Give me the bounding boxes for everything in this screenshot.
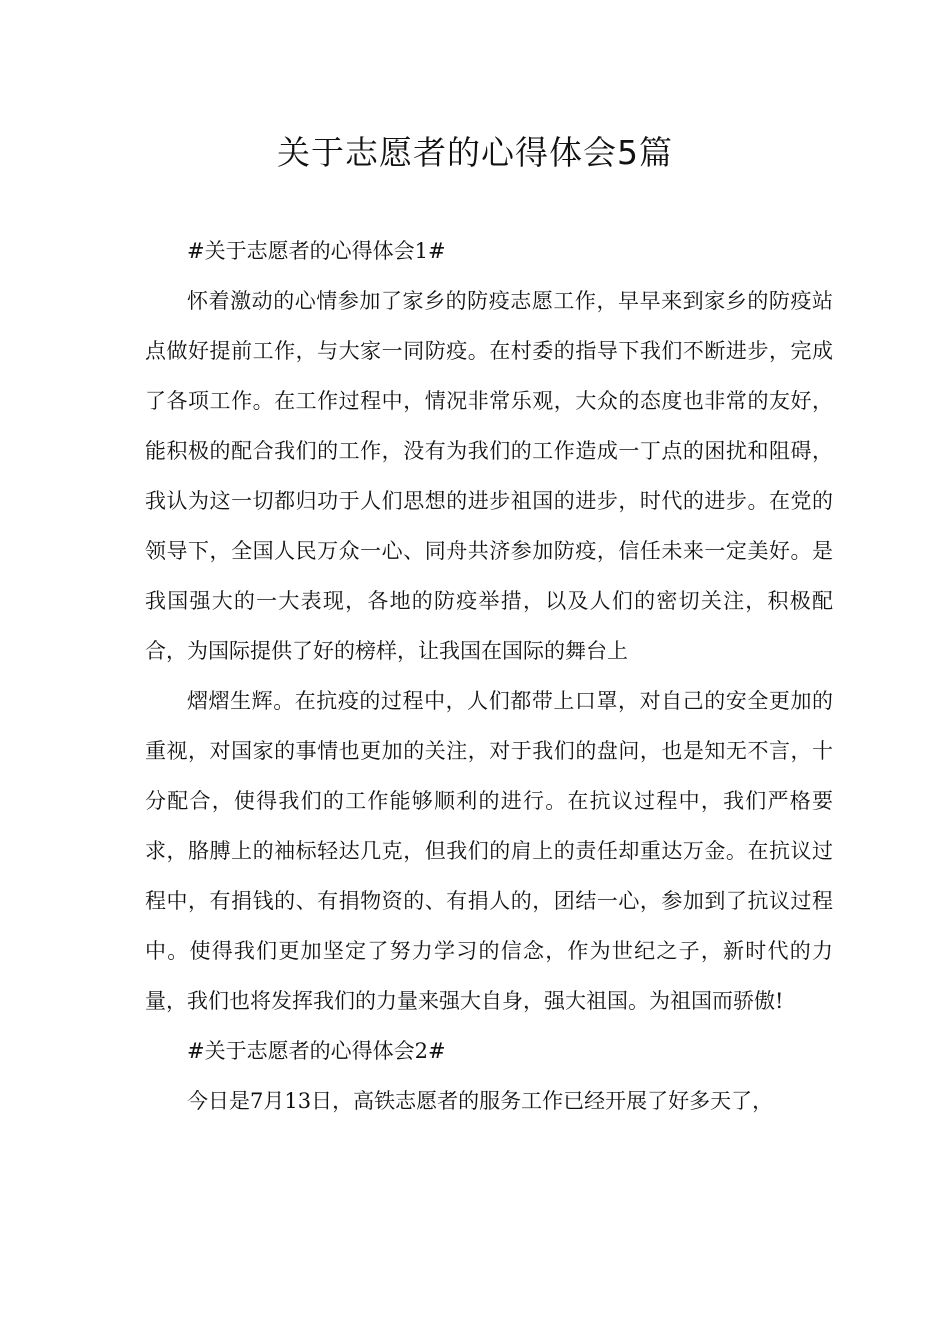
paragraph-3: 今日是7月13日，高铁志愿者的服务工作已经开展了好多天了， (187, 1089, 774, 1113)
section-heading-1: #关于志愿者的心得体会1# (187, 239, 446, 263)
document-title: 关于志愿者的心得体会5篇 (277, 133, 673, 172)
section-heading-2: #关于志愿者的心得体会2# (187, 1039, 446, 1063)
paragraph-1: 怀着激动的心情参加了家乡的防疫志愿工作，早早来到家乡的防疫站点做好提前工作，与大家一同防疫。在村委的指导下我们不断进步，完成了各项工作。在工作过程中，情况非常乐观，大众的态度也非常的友好，能积极的配合我们的工作，没有为我们的工作造成一丁点的困扰和阻碍，我认为这一切都归功于人们思想的进步祖国的进步，时代的进步。在党的领导下，全国人民万众一心、同舟共济参加防疫，信任未来一定美好。是我国强大的一大表现，各地的防疫举措，以及人们的密切关注，积极配合，为国际提供了好的榜样，让我国在国际的舞台上 (145, 289, 833, 663)
paragraph-2: 熠熠生辉。在抗疫的过程中，人们都带上口罩，对自己的安全更加的重视，对国家的事情也更加的关注，对于我们的盘问，也是知无不言，十分配合，使得我们的工作能够顺利的进行。在抗议过程中，我们严格要求，胳膊上的袖标轻达几克，但我们的肩上的责任却重达万金。在抗议过程中，有捐钱的、有捐物资的、有捐人的，团结一心，参加到了抗议过程中。使得我们更加坚定了努力学习的信念，作为世纪之子，新时代的力量，我们也将发挥我们的力量来强大自身，强大祖国。为祖国而骄傲! (145, 689, 833, 1013)
document-body (145, 226, 833, 1126)
